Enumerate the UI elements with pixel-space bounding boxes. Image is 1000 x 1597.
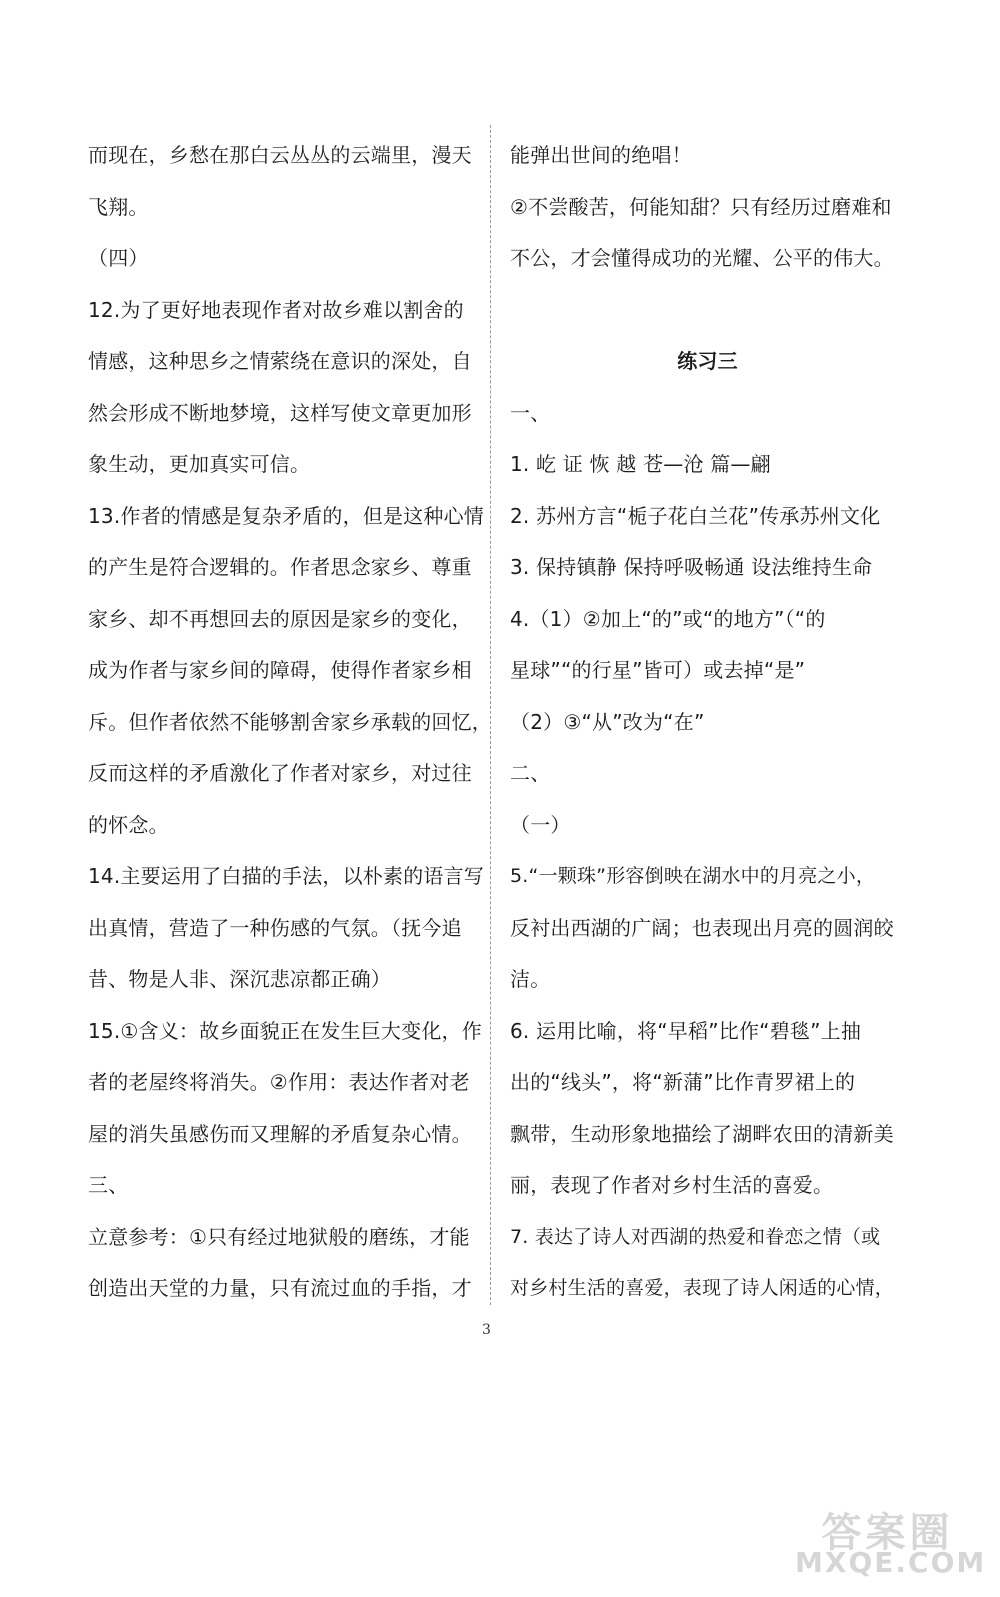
- text-line: 昔、物是人非、深沉悲凉都正确）: [88, 967, 391, 991]
- text-line: 的产生是符合逻辑的。作者思念家乡、尊重: [88, 555, 472, 579]
- text-line: 然会形成不断地梦境，这样写使文章更加形: [88, 400, 472, 425]
- answer-13: 13.作者的情感是复杂矛盾的，但是这种心情: [88, 503, 485, 528]
- answer-3: 3. 保持镇静 保持呼吸畅通 设法维持生命: [510, 555, 873, 579]
- text-line: 星球”“的行星”皆可）或去掉“是”: [510, 658, 806, 682]
- watermark-url: MXQE.COM: [795, 1546, 987, 1579]
- text-line: 象生动，更加真实可信。: [88, 452, 311, 476]
- left-column: [88, 130, 492, 1315]
- answer-12: 12.为了更好地表现作者对故乡难以割舍的: [88, 297, 464, 322]
- exercise-title: 练习三: [677, 349, 738, 373]
- answer-4: 4.（1）②加上“的”或“的地方”（“的: [510, 606, 826, 631]
- answer-6: 6. 运用比喻，将“早稻”比作“碧毯”上抽: [510, 1018, 862, 1043]
- answer-5: 5.“一颗珠”形容倒映在湖水中的月亮之小，: [510, 865, 876, 887]
- text-line: 立意参考：①只有经过地狱般的磨练，才能: [88, 1224, 470, 1249]
- text-line: 能弹出世间的绝唱！: [510, 143, 692, 167]
- text-line: 者的老屋终将消失。②作用：表达作者对老: [88, 1070, 470, 1094]
- text-line: 对乡村生活的喜爱，表现了诗人闲适的心情，: [510, 1277, 895, 1299]
- text-line: 出的“线头”，将“新蒲”比作青罗裙上的: [510, 1070, 856, 1094]
- section-heading-two: 二、: [510, 761, 551, 785]
- text-line: 创造出天堂的力量，只有流过血的手指，才: [88, 1276, 472, 1300]
- text-line: 飘带，生动形象地描绘了湖畔农田的清新美: [510, 1121, 894, 1146]
- text-line: 飞翔。: [88, 194, 149, 219]
- subsection-heading: （一）: [510, 812, 571, 837]
- text-line: 出真情，营造了一种伤感的气氛。（抚今追: [88, 915, 462, 940]
- column-divider: [490, 125, 491, 1305]
- watermark-logo: [795, 1501, 987, 1579]
- text-line: 洁。: [510, 967, 551, 991]
- text-line: 的怀念。: [88, 812, 169, 837]
- watermark-text: 答案圈: [821, 1510, 954, 1556]
- subsection-heading: （四）: [88, 246, 149, 270]
- text-line: 而现在，乡愁在那白云丛丛的云端里，漫天: [88, 143, 472, 167]
- answer-2: 2. 苏州方言“栀子花白兰花”传承苏州文化: [510, 503, 881, 528]
- right-column: [510, 130, 905, 1315]
- text-line: ②不尝酸苦，何能知甜？只有经历过磨难和: [510, 194, 892, 219]
- answer-14: 14.主要运用了白描的手法，以朴素的语言写: [88, 864, 485, 888]
- page-number: 3: [482, 1322, 491, 1338]
- section-heading-one: 一、: [510, 400, 551, 425]
- spacer: [510, 285, 905, 337]
- text-line: 反衬出西湖的广阔；也表现出月亮的圆润皎: [510, 915, 894, 940]
- text-line: 丽，表现了作者对乡村生活的喜爱。: [510, 1173, 834, 1197]
- answer-1: 1. 屹 证 恢 越 苍—沧 篇—翩: [510, 452, 771, 476]
- section-heading-three: 三、: [88, 1173, 129, 1197]
- text-line: 斥。但作者依然不能够割舍家乡承载的回忆，: [88, 709, 492, 734]
- text-line: 不公，才会懂得成功的光耀、公平的伟大。: [510, 246, 894, 270]
- text-line: 家乡、却不再想回去的原因是家乡的变化，: [88, 606, 472, 631]
- answer-15: 15.①含义：故乡面貌正在发生巨大变化，作: [88, 1018, 482, 1043]
- text-line: 成为作者与家乡间的障碍，使得作者家乡相: [88, 658, 472, 682]
- text-line: （2）③“从”改为“在”: [510, 709, 705, 734]
- text-line: 反而这样的矛盾激化了作者对家乡，对过往: [88, 761, 472, 785]
- answer-7: 7. 表达了诗人对西湖的热爱和眷恋之情（或: [510, 1225, 881, 1248]
- text-line: 情感，这种思乡之情萦绕在意识的深处，自: [88, 349, 472, 373]
- text-line: 屋的消失虽感伤而又理解的矛盾复杂心情。: [88, 1121, 472, 1146]
